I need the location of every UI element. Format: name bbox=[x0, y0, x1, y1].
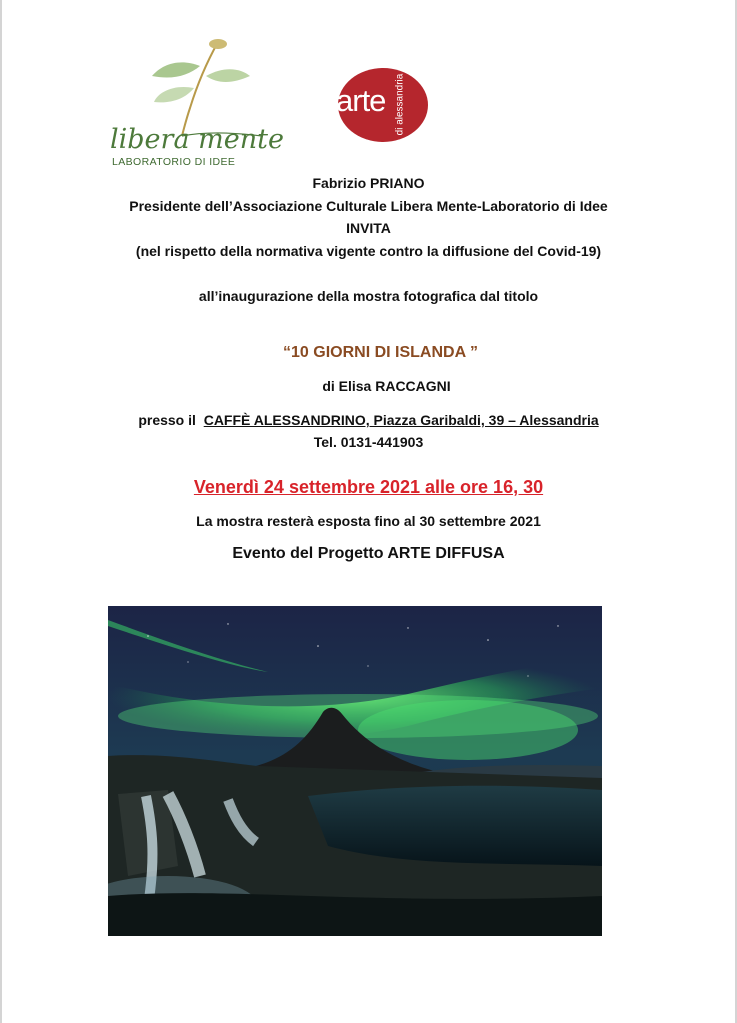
venue-line bbox=[0, 412, 737, 428]
arte-di-alessandria-logo bbox=[338, 68, 428, 142]
invite-verb: INVITA bbox=[346, 220, 391, 236]
event-project: Evento del Progetto ARTE DIFFUSA bbox=[232, 545, 505, 562]
exhibition-author: di Elisa RACCAGNI bbox=[322, 378, 451, 394]
venue-prefix: presso il bbox=[138, 412, 196, 428]
libera-mente-logo bbox=[102, 36, 284, 168]
exhibition-title: “10 GIORNI DI ISLANDA ” bbox=[283, 344, 478, 361]
venue-phone: Tel. 0131-441903 bbox=[313, 434, 424, 450]
libera-mente-subtitle: LABORATORIO DI IDEE bbox=[112, 156, 236, 168]
event-date: Venerdì 24 settembre 2021 alle ore 16, 30 bbox=[193, 477, 544, 497]
arte-wordmark: arte bbox=[336, 83, 386, 118]
aurora-photo bbox=[108, 606, 602, 936]
host-role: Presidente dell’Associazione Culturale Libera Mente-Laboratorio di Idee bbox=[129, 198, 608, 214]
arte-subtitle-wrap bbox=[394, 72, 406, 138]
exhibition-until: La mostra resterà esposta fino al 30 settembre 2021 bbox=[196, 513, 541, 529]
covid-note: (nel rispetto della normativa vigente contro la diffusione del Covid-19) bbox=[135, 243, 602, 259]
libera-mente-wordmark: libera mente bbox=[110, 124, 284, 155]
arte-subtitle: di alessandria bbox=[394, 73, 406, 136]
venue-address: CAFFÈ ALESSANDRINO, Piazza Garibaldi, 39 – Alessandria bbox=[203, 412, 599, 428]
host-name: Fabrizio PRIANO bbox=[312, 175, 425, 191]
page-border-left bbox=[0, 0, 2, 1023]
occasion-text: all’inaugurazione della mostra fotografica dal titolo bbox=[198, 288, 539, 304]
